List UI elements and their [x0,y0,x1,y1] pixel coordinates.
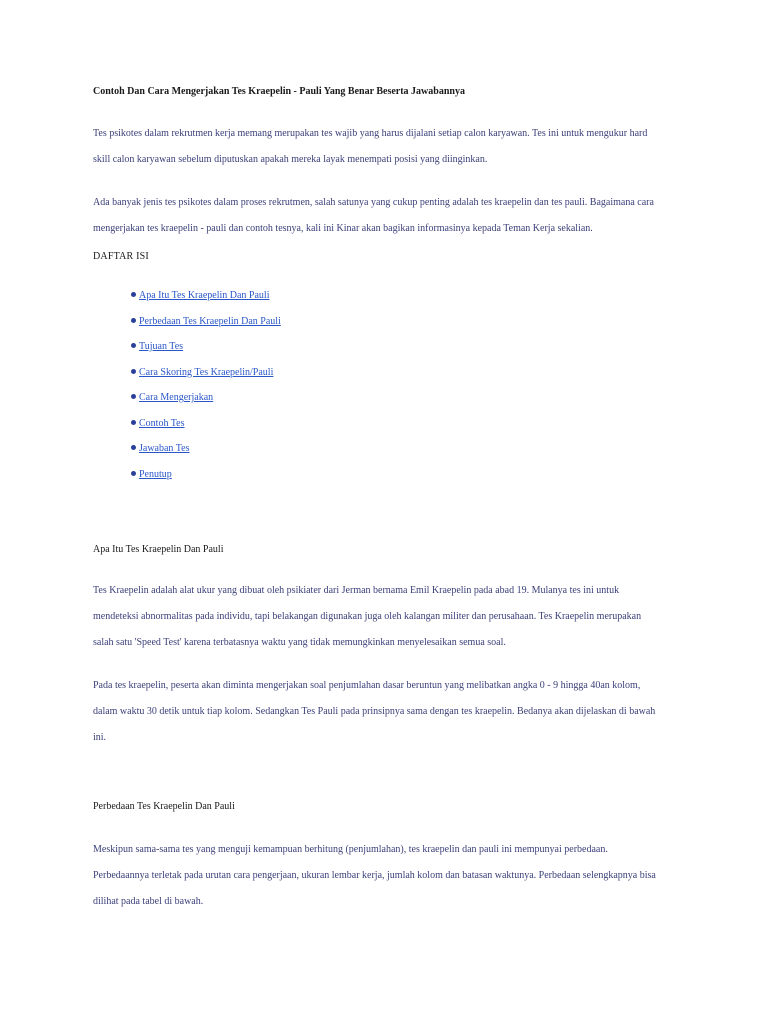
bullet-icon [131,420,136,425]
section-heading-perbedaan: Perbedaan Tes Kraepelin Dan Pauli [93,801,235,812]
toc-item[interactable] [131,367,281,393]
text-line: Ada banyak jenis tes psikotes dalam proses rekrutmen, salah satunya yang cukup penting adalah tes kraepelin dan tes pauli. Bagaimana cara [93,197,654,208]
toc-link-cara-mengerjakan[interactable]: Cara Mengerjakan [139,392,214,403]
toc-item[interactable] [131,341,281,367]
toc-item[interactable] [131,392,281,418]
intro-paragraph-1 [93,121,683,173]
text-line: mengerjakan tes kraepelin - pauli dan contoh tesnya, kali ini Kinar akan bagikan informasinya kepada Teman Kerja sekalian. [93,223,593,234]
document-title: Contoh Dan Cara Mengerjakan Tes Kraepelin - Pauli Yang Benar Beserta Jawabannya [93,86,465,97]
text-line: Meskipun sama-sama tes yang menguji kemampuan berhitung (penjumlahan), tes kraepelin dan pauli ini mempunyai perbedaan. [93,844,608,855]
bullet-icon [131,394,136,399]
text-line: Tes psikotes dalam rekrutmen kerja memang merupakan tes wajib yang harus dijalani setiap calon karyawan. Tes ini untuk mengukur hard [93,128,648,139]
text-line: Perbedaannya terletak pada urutan cara pengerjaan, ukuran lembar kerja, jumlah kolom dan batasan waktunya. Perbedaan selengkapnya bisa [93,870,656,881]
toc-link-apa-itu[interactable]: Apa Itu Tes Kraepelin Dan Pauli [139,290,270,301]
toc-item[interactable] [131,316,281,342]
bullet-icon [131,471,136,476]
section1-paragraph-1 [93,578,683,656]
text-line: dilihat pada tabel di bawah. [93,896,204,907]
bullet-icon [131,343,136,348]
toc-item[interactable] [131,418,281,444]
toc-link-tujuan[interactable]: Tujuan Tes [139,341,184,352]
text-line: ini. [93,732,107,743]
toc-link-penutup[interactable]: Penutup [139,468,172,480]
toc-link-jawaban[interactable]: Jawaban Tes [139,443,190,454]
toc-link-skoring[interactable]: Cara Skoring Tes Kraepelin/Pauli [139,366,274,378]
toc-link-contoh[interactable]: Contoh Tes [139,417,185,429]
intro-paragraph-2 [93,190,683,242]
toc-item[interactable] [131,443,281,469]
table-of-contents [131,290,281,494]
section2-paragraph-1 [93,837,683,915]
section1-paragraph-2 [93,673,683,751]
text-line: salah satu 'Speed Test' karena terbatasnya waktu yang tidak memungkinkan menyelesaikan semua soal. [93,637,506,648]
bullet-icon [131,445,136,450]
toc-item[interactable] [131,290,281,316]
toc-item[interactable] [131,469,281,495]
text-line: skill calon karyawan sebelum diputuskan apakah mereka layak menempati posisi yang diinginkan. [93,154,488,165]
toc-link-perbedaan[interactable]: Perbedaan Tes Kraepelin Dan Pauli [139,315,281,327]
section-heading-apa-itu: Apa Itu Tes Kraepelin Dan Pauli [93,544,224,555]
text-line: dalam waktu 30 detik untuk tiap kolom. Sedangkan Tes Pauli pada prinsipnya sama dengan tes kraepelin. Bedanya akan dijelaskan di bawah [93,706,656,717]
toc-title: DAFTAR ISI [93,251,149,262]
bullet-icon [131,318,136,323]
text-line: Pada tes kraepelin, peserta akan diminta mengerjakan soal penjumlahan dasar beruntun yang melibatkan angka 0 - 9 hingga 40an kolom, [93,680,641,691]
bullet-icon [131,369,136,374]
text-line: Tes Kraepelin adalah alat ukur yang dibuat oleh psikiater dari Jerman bernama Emil Kraepelin pada abad 19. Mulanya tes ini untuk [93,585,620,596]
text-line: mendeteksi abnormalitas pada individu, tapi belakangan digunakan juga oleh kalangan militer dan perusahaan. Tes Kraepelin merupakan [93,611,642,622]
bullet-icon [131,292,136,297]
